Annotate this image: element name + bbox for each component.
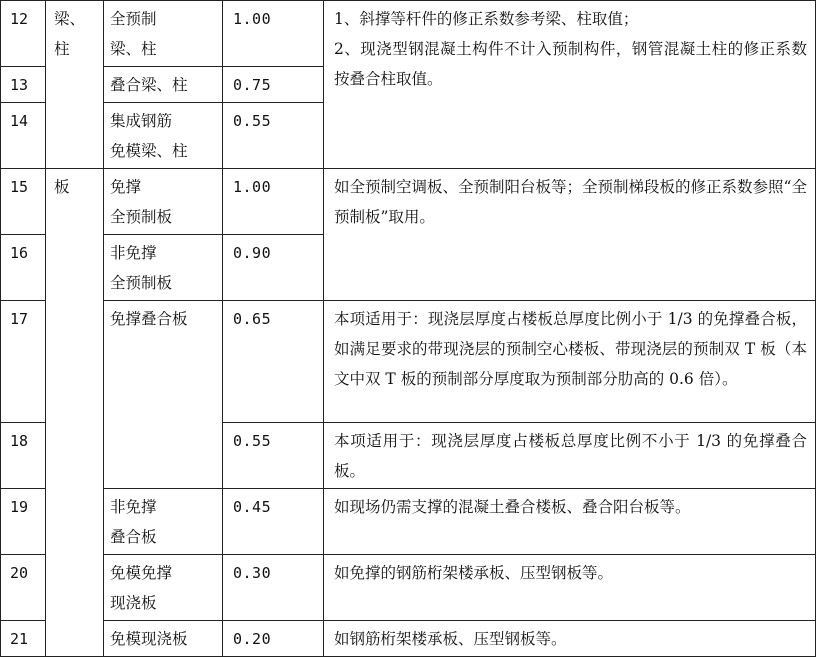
row-number: 21 — [1, 621, 46, 657]
row-number: 20 — [1, 555, 46, 621]
table-row — [1, 169, 816, 235]
row-number: 12 — [1, 1, 46, 67]
component-type: 非免撑 全预制板 — [104, 235, 223, 301]
component-type: 免撑叠合板 — [104, 301, 223, 489]
category-cell — [46, 169, 104, 657]
coefficient-value: 0.65 — [223, 301, 324, 423]
note-cell: 如全预制空调板、全预制阳台板等；全预制梯段板的修正系数参照“全预制板”取用。 — [324, 169, 816, 301]
table-row — [1, 555, 816, 621]
coefficient-value: 0.55 — [223, 103, 324, 169]
category-cell — [46, 1, 104, 169]
row-number: 17 — [1, 301, 46, 423]
row-number: 16 — [1, 235, 46, 301]
coefficient-value: 1.00 — [223, 1, 324, 67]
row-number: 19 — [1, 489, 46, 555]
category-line: 柱 — [54, 40, 70, 58]
table-row — [1, 1, 816, 67]
coefficient-value: 0.75 — [223, 67, 324, 103]
component-type: 免模现浇板 — [104, 621, 223, 657]
row-number: 18 — [1, 423, 46, 489]
coefficient-value: 0.90 — [223, 235, 324, 301]
component-type: 非免撑 叠合板 — [104, 489, 223, 555]
note-cell: 如现场仍需支撑的混凝土叠合楼板、叠合阳台板等。 — [324, 489, 816, 555]
coefficient-value: 1.00 — [223, 169, 324, 235]
category-line: 板 — [54, 178, 70, 196]
table-row — [1, 489, 816, 555]
category-line: 梁、 — [54, 10, 86, 28]
table-row — [1, 621, 816, 657]
note-cell: 如钢筋桁架楼承板、压型钢板等。 — [324, 621, 816, 657]
component-type: 集成钢筋 免模梁、柱 — [104, 103, 223, 169]
note-cell: 本项适用于：现浇层厚度占楼板总厚度比例小于 1/3 的免撑叠合板，如满足要求的带现浇层的预制空心楼板、带现浇层的预制双 T 板（本文中双 T 板的预制部分厚度取为预制部分肋高的 0.6 倍）。 — [324, 301, 816, 423]
component-type: 免撑 全预制板 — [104, 169, 223, 235]
row-number: 14 — [1, 103, 46, 169]
note-cell: 本项适用于：现浇层厚度占楼板总厚度比例不小于 1/3 的免撑叠合板。 — [324, 423, 816, 489]
component-type: 免模免撑 现浇板 — [104, 555, 223, 621]
note-cell: 1、斜撑等杆件的修正系数参考梁、柱取值； 2、现浇型钢混凝土构件不计入预制构件，钢管混凝土柱的修正系数按叠合柱取值。 — [324, 1, 816, 169]
coefficient-value: 0.20 — [223, 621, 324, 657]
coefficient-value: 0.45 — [223, 489, 324, 555]
coefficient-value: 0.30 — [223, 555, 324, 621]
row-number: 13 — [1, 67, 46, 103]
coefficient-value: 0.55 — [223, 423, 324, 489]
row-number: 15 — [1, 169, 46, 235]
note-cell: 如免撑的钢筋桁架楼承板、压型钢板等。 — [324, 555, 816, 621]
component-type: 全预制 梁、柱 — [104, 1, 223, 67]
component-type: 叠合梁、柱 — [104, 67, 223, 103]
table-row — [1, 301, 816, 423]
